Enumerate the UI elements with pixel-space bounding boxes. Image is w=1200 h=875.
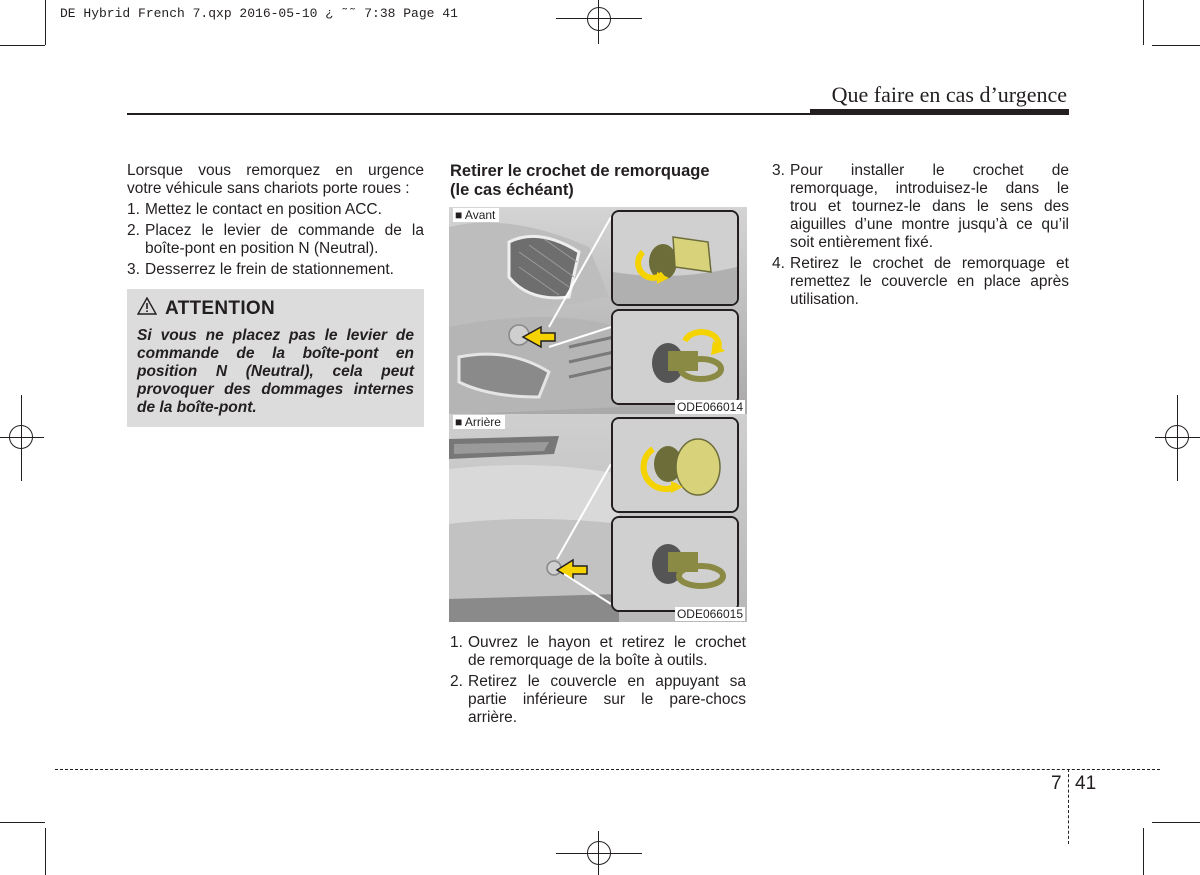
- footer-rule: [55, 769, 1160, 770]
- figure-front-tow-hook: [449, 207, 747, 415]
- crop-mark-bottom-right-h: [1152, 822, 1200, 823]
- list-line: Retirez le couvercle en appuyant sa: [468, 673, 746, 690]
- intro-paragraph: [127, 162, 424, 198]
- crop-mark-top-left-v: [45, 0, 46, 45]
- list-line: Desserrez le frein de stationnement.: [145, 261, 394, 278]
- list-line: Pour installer le crochet de: [790, 162, 1069, 179]
- registration-mark-left: [0, 395, 44, 481]
- attention-line: commande de la boîte-pont en: [137, 345, 414, 362]
- list-item: [127, 222, 424, 258]
- list-number: 1.: [127, 201, 140, 218]
- list-number: 1.: [450, 634, 463, 651]
- header-rule-thick: [810, 109, 1069, 115]
- figure-code: ODE066014: [676, 400, 743, 414]
- list-number: 2.: [127, 222, 140, 239]
- attention-header: [137, 297, 414, 320]
- list-item: [772, 162, 1069, 252]
- list-line: utilisation.: [790, 291, 859, 308]
- registration-mark-right: [1155, 395, 1200, 481]
- intro-line: Lorsque vous remorquez en urgence: [127, 162, 424, 179]
- attention-box: [127, 289, 424, 427]
- list-item: [127, 201, 424, 219]
- list-item: [127, 261, 424, 279]
- attention-line: Si vous ne placez pas le levier de: [137, 327, 414, 344]
- chapter-number: 7: [1051, 773, 1062, 794]
- registration-mark-bottom: [556, 831, 642, 875]
- attention-text: [137, 327, 414, 417]
- list-line: trou et tournez-le dans le sens des: [790, 198, 1069, 215]
- heading-line: Retirer le crochet de remorquage: [450, 162, 710, 180]
- footer-divider: [1068, 769, 1069, 844]
- page-number: 41: [1075, 773, 1097, 794]
- list-line: boîte-pont en position N (Neutral).: [145, 240, 379, 257]
- section-heading: [450, 162, 750, 200]
- crop-mark-top-right-v: [1143, 0, 1144, 45]
- attention-line: provoquer des dommages internes: [137, 381, 414, 398]
- figure-label: ■ Arrière: [453, 415, 505, 429]
- figure-rear-tow-hook: [449, 414, 747, 622]
- attention-line: position N (Neutral), cela peut: [137, 363, 414, 380]
- chapter-title: Que faire en cas d’urgence: [831, 82, 1067, 107]
- list-line: de remorquage de la boîte à outils.: [468, 652, 708, 669]
- list-line: Ouvrez le hayon et retirez le crochet: [468, 634, 746, 651]
- registration-mark-top: [556, 0, 642, 44]
- inset-rear-cover-removal: [611, 417, 739, 513]
- list-item: [772, 255, 1069, 309]
- list-number: 2.: [450, 673, 463, 690]
- attention-title: ATTENTION: [165, 297, 276, 319]
- list-number: 4.: [772, 255, 785, 272]
- inset-cover-removal: [611, 210, 739, 306]
- column-2-steps: [450, 634, 746, 727]
- inset-rear-hook-installed: [611, 516, 739, 612]
- print-slug: DE Hybrid French 7.qxp 2016-05-10 ¿ ˜˜ 7:38 Page 41: [60, 6, 458, 21]
- list-number: 3.: [127, 261, 140, 278]
- list-line: Mettez le contact en position ACC.: [145, 201, 382, 218]
- list-line: arrière.: [468, 709, 518, 726]
- figure-label-text: Arrière: [464, 415, 501, 429]
- heading-line: (le cas échéant): [450, 181, 574, 199]
- list-line: remorquage, introduisez-le dans le: [790, 180, 1069, 197]
- crop-mark-top-right-h: [1152, 45, 1200, 46]
- intro-line: votre véhicule sans chariots porte roues :: [127, 180, 410, 197]
- header-rule: [127, 113, 812, 115]
- figure-code: ODE066015: [676, 607, 743, 621]
- list-line: aiguilles d’une montre jusqu’à ce qu’il: [790, 216, 1069, 233]
- warning-triangle-icon: [137, 297, 157, 320]
- figure-label: ■ Avant: [453, 208, 499, 222]
- inset-hook-installation: [611, 309, 739, 405]
- column-3-steps: [772, 162, 1069, 309]
- crop-mark-top-left-h: [0, 45, 45, 46]
- crop-mark-bottom-left-v: [45, 828, 46, 875]
- list-line: partie inférieure sur le pare-chocs: [468, 691, 746, 708]
- list-line: Retirez le crochet de remorquage et: [790, 255, 1069, 272]
- crop-mark-bottom-left-h: [0, 822, 45, 823]
- list-number: 3.: [772, 162, 785, 179]
- list-item: [450, 634, 746, 670]
- list-line: soit entièrement fixé.: [790, 234, 934, 251]
- list-item: [450, 673, 746, 727]
- crop-mark-bottom-right-v: [1143, 828, 1144, 875]
- figure-label-text: Avant: [464, 208, 496, 222]
- attention-line: de la boîte-pont.: [137, 399, 257, 416]
- list-line: remettez le couvercle en place après: [790, 273, 1069, 290]
- list-line: Placez le levier de commande de la: [145, 222, 424, 239]
- column-1: [127, 162, 424, 279]
